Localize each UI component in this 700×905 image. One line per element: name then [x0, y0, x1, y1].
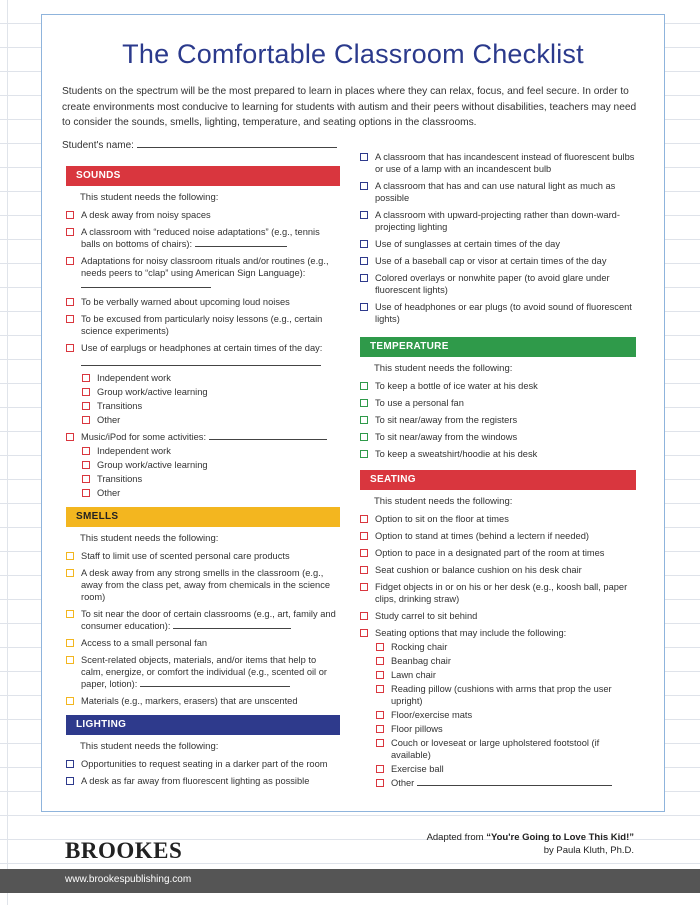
checkbox[interactable] [360, 303, 368, 311]
sounds-heading: SOUNDS [66, 166, 340, 186]
list-item[interactable]: A desk as far away from fluorescent lighting as possible [66, 775, 340, 787]
checkbox[interactable] [66, 656, 74, 664]
checkbox[interactable] [360, 153, 368, 161]
seating-heading: SEATING [360, 470, 636, 490]
checkbox[interactable] [82, 374, 90, 382]
page-title: The Comfortable Classroom Checklist [122, 39, 584, 69]
credit-title: “You're Going to Love This Kid!” [486, 832, 634, 843]
list-item[interactable]: Opportunities to request seating in a darker part of the room [66, 758, 340, 770]
left-column [66, 166, 340, 787]
checkbox[interactable] [360, 532, 368, 540]
list-item[interactable]: To sit near/away from the registers [360, 414, 636, 426]
list-item[interactable]: Study carrel to sit behind [360, 610, 636, 622]
checkbox[interactable] [376, 657, 384, 665]
list-item[interactable]: Scent-related objects, materials, and/or items that help to calm, energize, or comfort the individual (e.g., scented oil or paper, lotion): [66, 654, 340, 690]
checkbox[interactable] [360, 566, 368, 574]
checkbox[interactable] [360, 257, 368, 265]
checkbox[interactable] [360, 629, 368, 637]
smells-list [66, 550, 340, 707]
lighting-list-right [360, 151, 636, 325]
blank-line[interactable] [81, 356, 321, 366]
checkbox[interactable] [66, 610, 74, 618]
checkbox[interactable] [66, 777, 74, 785]
list-item[interactable]: Beanbag chair [376, 655, 636, 667]
checkbox[interactable] [66, 433, 74, 441]
right-column [360, 151, 636, 789]
list-item[interactable]: Use of a baseball cap or visor at certain times of the day [360, 255, 636, 267]
list-item[interactable]: Rocking chair [376, 641, 636, 653]
list-item[interactable]: A classroom that has incandescent instead of fluorescent bulbs or use of a lamp with an incandescent bulb [360, 151, 636, 175]
checkbox[interactable] [360, 182, 368, 190]
list-item[interactable]: Other [376, 777, 636, 789]
checkbox[interactable] [376, 739, 384, 747]
list-item[interactable]: Transitions [82, 473, 340, 485]
blank-line[interactable] [417, 777, 612, 786]
checkbox[interactable] [360, 612, 368, 620]
checkbox[interactable] [66, 315, 74, 323]
checkbox[interactable] [376, 671, 384, 679]
checkbox[interactable] [66, 344, 74, 352]
list-item[interactable]: A classroom that has and can use natural light as much as possible [360, 180, 636, 204]
checkbox[interactable] [66, 228, 74, 236]
sounds-needs-text: This student needs the following: [80, 192, 219, 203]
list-item[interactable]: To use a personal fan [360, 397, 636, 409]
list-item[interactable]: Use of earplugs or headphones at certain times of the day: [66, 342, 340, 366]
list-item[interactable]: To keep a sweatshirt/hoodie at his desk [360, 448, 636, 460]
checkbox[interactable] [82, 388, 90, 396]
smells-needs-text: This student needs the following: [80, 533, 219, 544]
blank-line[interactable] [173, 620, 291, 629]
list-item[interactable]: To be excused from particularly noisy lessons (e.g., certain science experiments) [66, 313, 340, 337]
checkbox[interactable] [360, 433, 368, 441]
smells-heading: SMELLS [66, 507, 340, 527]
list-item[interactable]: Reading pillow (cushions with arms that prop the user upright) [376, 683, 636, 707]
checkbox[interactable] [82, 475, 90, 483]
checkbox[interactable] [360, 549, 368, 557]
blank-line[interactable] [140, 678, 290, 687]
list-item[interactable]: Floor pillows [376, 723, 636, 735]
checklist-sheet [41, 14, 665, 812]
checkbox[interactable] [360, 450, 368, 458]
list-item[interactable]: Use of headphones or ear plugs (to avoid sound of fluorescent lights) [360, 301, 636, 325]
list-item[interactable]: Group work/active learning [82, 386, 340, 398]
checkbox[interactable] [66, 552, 74, 560]
list-item[interactable]: Independent work [82, 372, 340, 384]
list-item[interactable]: A classroom with upward-projecting rather than down-ward-projecting lighting [360, 209, 636, 233]
list-item[interactable]: Exercise ball [376, 763, 636, 775]
checkbox[interactable] [360, 240, 368, 248]
checkbox[interactable] [376, 725, 384, 733]
list-item[interactable]: Fidget objects in or on his or her desk (e.g., koosh ball, paper clips, drinking straw) [360, 581, 636, 605]
checkbox[interactable] [376, 643, 384, 651]
checkbox[interactable] [66, 569, 74, 577]
blank-line[interactable] [81, 279, 211, 288]
checkbox[interactable] [66, 639, 74, 647]
checkbox[interactable] [376, 765, 384, 773]
seating-needs-text: This student needs the following: [374, 496, 513, 507]
list-item[interactable]: Option to stand at times (behind a lectern if needed) [360, 530, 636, 542]
adapted-credit [427, 831, 634, 857]
list-item[interactable]: To sit near/away from the windows [360, 431, 636, 443]
temperature-needs-text: This student needs the following: [374, 363, 513, 374]
list-item[interactable]: Group work/active learning [82, 459, 340, 471]
checkbox[interactable] [82, 461, 90, 469]
list-item[interactable]: Access to a small personal fan [66, 637, 340, 649]
checkbox[interactable] [82, 489, 90, 497]
temperature-heading: TEMPERATURE [360, 337, 636, 357]
list-item[interactable]: Music/iPod for some activities: [66, 431, 340, 443]
checkbox[interactable] [360, 416, 368, 424]
list-item[interactable]: Floor/exercise mats [376, 709, 636, 721]
list-item[interactable]: To keep a bottle of ice water at his desk [360, 380, 636, 392]
student-name-blank[interactable] [137, 139, 337, 148]
list-item[interactable]: To be verbally warned about upcoming loud noises [66, 296, 340, 308]
temperature-list [360, 380, 636, 460]
checkbox[interactable] [360, 211, 368, 219]
checkbox[interactable] [82, 416, 90, 424]
student-name-field[interactable] [62, 139, 337, 151]
list-item[interactable]: Materials (e.g., markers, erasers) that are unscented [66, 695, 340, 707]
lighting-needs-text: This student needs the following: [80, 741, 219, 752]
list-item[interactable]: Transitions [82, 400, 340, 412]
lighting-heading: LIGHTING [66, 715, 340, 735]
brookes-logo: BROOKES [65, 838, 183, 863]
checkbox[interactable] [66, 298, 74, 306]
list-item[interactable]: Option to pace in a designated part of the room at times [360, 547, 636, 559]
list-item[interactable]: A classroom with “reduced noise adaptations” (e.g., tennis balls on bottoms of chairs): [66, 226, 340, 250]
intro-paragraph: Students on the spectrum will be the most prepared to learn in places where they can relax, focus, and feel secure. In order to create environments most conducive to learning for students with autism and their peers without disabilities, teachers may need to consider the sounds, smells, lighting, temperature, and seating options in the classrooms. [62, 86, 637, 128]
checkbox[interactable] [360, 382, 368, 390]
list-item[interactable]: Staff to limit use of scented personal care products [66, 550, 340, 562]
credit-author: by Paula Kluth, Ph.D. [543, 845, 634, 856]
list-item[interactable]: Colored overlays or nonwhite paper (to avoid glare under fluorescent lights) [360, 272, 636, 296]
checkbox[interactable] [82, 402, 90, 410]
footer-bar [0, 869, 700, 893]
sounds-list [66, 209, 340, 499]
list-item[interactable]: Independent work [82, 445, 340, 457]
page-margin [0, 0, 8, 905]
list-item[interactable]: Use of sunglasses at certain times of the day [360, 238, 636, 250]
list-item[interactable]: Couch or loveseat or large upholstered footstool (if available) [376, 737, 636, 761]
checkbox[interactable] [66, 697, 74, 705]
list-item[interactable]: To sit near the door of certain classrooms (e.g., art, family and consumer education): [66, 608, 340, 632]
checkbox[interactable] [376, 685, 384, 693]
list-item[interactable]: A desk away from any strong smells in the classroom (e.g., away from the class pet, away from chemicals in the science room) [66, 567, 340, 603]
list-item[interactable]: Seat cushion or balance cushion on his desk chair [360, 564, 636, 576]
checkbox[interactable] [66, 257, 74, 265]
list-item[interactable]: Seating options that may include the following: [360, 627, 636, 639]
checkbox[interactable] [66, 211, 74, 219]
list-item[interactable]: Option to sit on the floor at times [360, 513, 636, 525]
list-item[interactable]: A desk away from noisy spaces [66, 209, 340, 221]
lighting-list-left [66, 758, 340, 787]
checkbox[interactable] [376, 779, 384, 787]
list-item[interactable]: Adaptations for noisy classroom rituals and/or routines (e.g., needs peers to “clap” using American Sign Language): [66, 255, 340, 291]
checkbox[interactable] [360, 583, 368, 591]
list-item[interactable]: Other [82, 487, 340, 499]
list-item[interactable]: Lawn chair [376, 669, 636, 681]
checkbox[interactable] [360, 274, 368, 282]
blank-line[interactable] [195, 238, 287, 247]
checkbox[interactable] [360, 399, 368, 407]
checkbox[interactable] [66, 760, 74, 768]
website-link[interactable]: www.brookespublishing.com [65, 874, 192, 885]
credit-prefix: Adapted from [426, 832, 484, 843]
blank-line[interactable] [209, 431, 327, 440]
checkbox[interactable] [376, 711, 384, 719]
student-name-label: Student's name: [62, 140, 134, 151]
seating-list [360, 513, 636, 789]
list-item[interactable]: Other [82, 414, 340, 426]
checkbox[interactable] [360, 515, 368, 523]
checkbox[interactable] [82, 447, 90, 455]
